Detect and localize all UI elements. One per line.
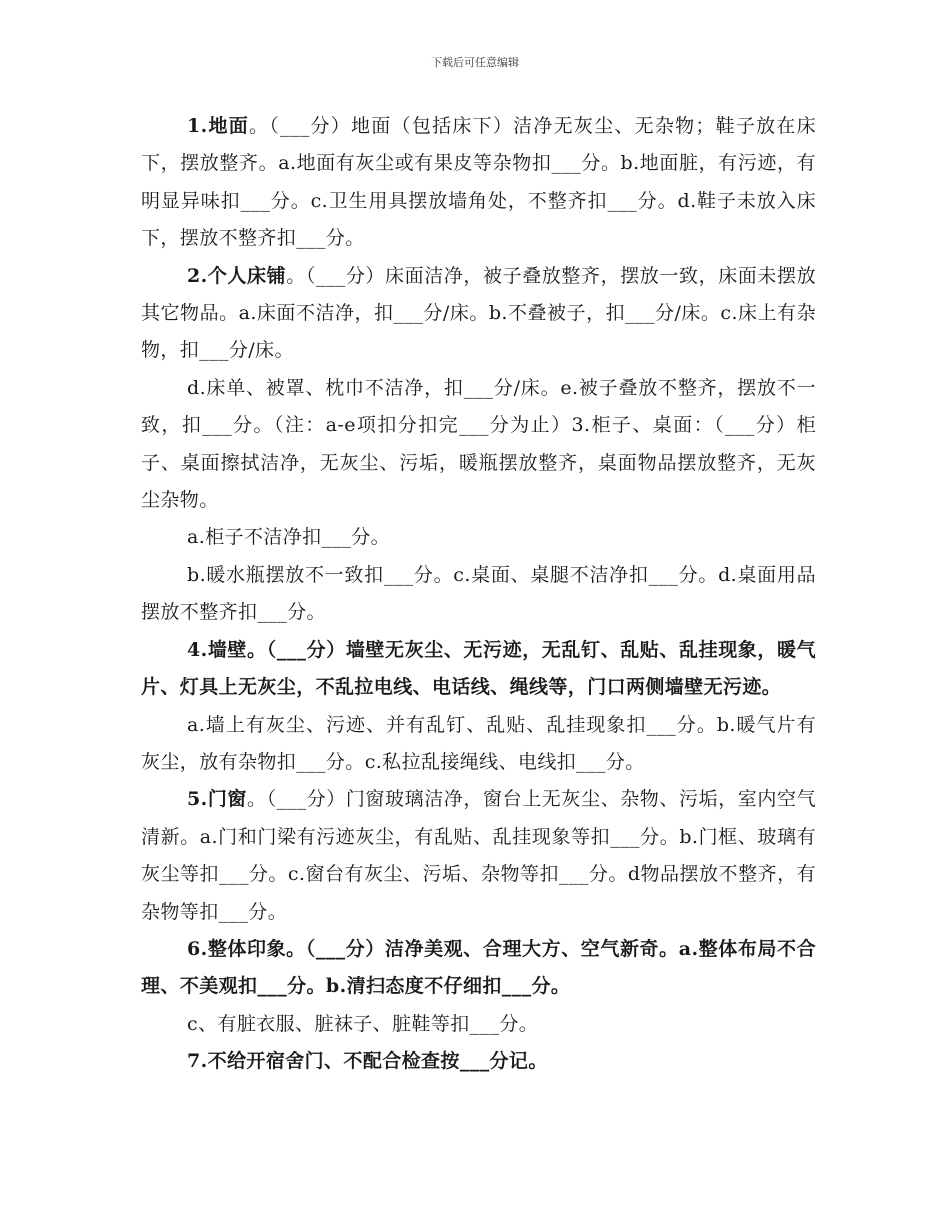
paragraph-cabinet-b <box>141 557 816 632</box>
section-title-bed: 2.个人床铺 <box>187 264 287 287</box>
paragraph-bed-continued <box>141 370 816 520</box>
paragraph-overall-items-text: c、有脏衣服、脏袜子、脏鞋等扣___分。 <box>187 1012 539 1035</box>
paragraph-bed <box>141 258 816 370</box>
paragraph-overall-text: 6.整体印象。（___分）洁净美观、合理大方、空气新奇。a.整体布局不合理、不美观扣___分。b.清扫态度不仔细扣___分。 <box>141 937 816 998</box>
paragraph-floor <box>141 108 816 258</box>
section-title-doors-windows: 5.门窗 <box>187 788 248 811</box>
paragraph-bed-text: 。（___分）床面洁净，被子叠放整齐，摆放一致，床面未摆放其它物品。a.床面不洁净，扣___分/床。b.不叠被子，扣___分/床。c.床上有杂物，扣___分/床。 <box>141 264 816 362</box>
paragraph-wall <box>141 632 816 707</box>
paragraph-cabinet-a <box>141 519 816 556</box>
paragraph-cabinet-a-text: a.柜子不洁净扣___分。 <box>187 526 391 549</box>
document-body <box>141 108 816 1081</box>
paragraph-overall <box>141 931 816 1006</box>
page-header: 下载后可任意编辑 <box>431 56 519 69</box>
paragraph-doors-windows <box>141 781 816 931</box>
paragraph-door-refusal <box>141 1043 816 1080</box>
paragraph-doors-windows-text: 。（___分）门窗玻璃洁净，窗台上无灰尘、杂物、污垢，室内空气清新。a.门和门梁有污迹灰尘，有乱贴、乱挂现象等扣___分。b.门框、玻璃有灰尘等扣___分。c.窗台有灰尘、污垢、杂物等扣___分。d物品摆放不整齐，有杂物等扣___分。 <box>141 788 816 923</box>
paragraph-floor-text: 。（___分）地面（包括床下）洁净无灰尘、无杂物；鞋子放在床下，摆放整齐。a.地面有灰尘或有果皮等杂物扣___分。b.地面脏，有污迹，有明显异味扣___分。c.卫生用具摆放墙角处，不整齐扣___分。d.鞋子未放入床下，摆放不整齐扣___分。 <box>141 115 816 250</box>
paragraph-wall-items-text: a.墙上有灰尘、污迹、并有乱钉、乱贴、乱挂现象扣___分。b.暖气片有灰尘，放有杂物扣___分。c.私拉乱接绳线、电线扣___分。 <box>141 713 816 773</box>
paragraph-cabinet-b-text: b.暖水瓶摆放不一致扣___分。c.桌面、桌腿不洁净扣___分。d.桌面用品摆放不整齐扣___分。 <box>141 563 816 624</box>
section-title-floor: 1.地面 <box>187 115 249 137</box>
paragraph-door-refusal-text: 7.不给开宿舍门、不配合检查按___分记。 <box>187 1050 548 1073</box>
paragraph-overall-items <box>141 1006 816 1043</box>
paragraph-wall-items <box>141 707 816 782</box>
paragraph-bed-continued-text: d.床单、被罩、枕巾不洁净，扣___分/床。e.被子叠放不整齐，摆放不一致，扣___分。（注：a-e项扣分扣完___分为止）3.柜子、桌面：（___分）柜子、桌面擦拭洁净，无灰尘、污垢，暖瓶摆放整齐，桌面物品摆放整齐，无灰尘杂物。 <box>141 376 816 512</box>
paragraph-wall-text: 4.墙壁。（___分）墙壁无灰尘、无污迹，无乱钉、乱贴、乱挂现象，暖气片、灯具上无灰尘，不乱拉电线、电话线、绳线等，门口两侧墙壁无污迹。 <box>141 638 816 699</box>
